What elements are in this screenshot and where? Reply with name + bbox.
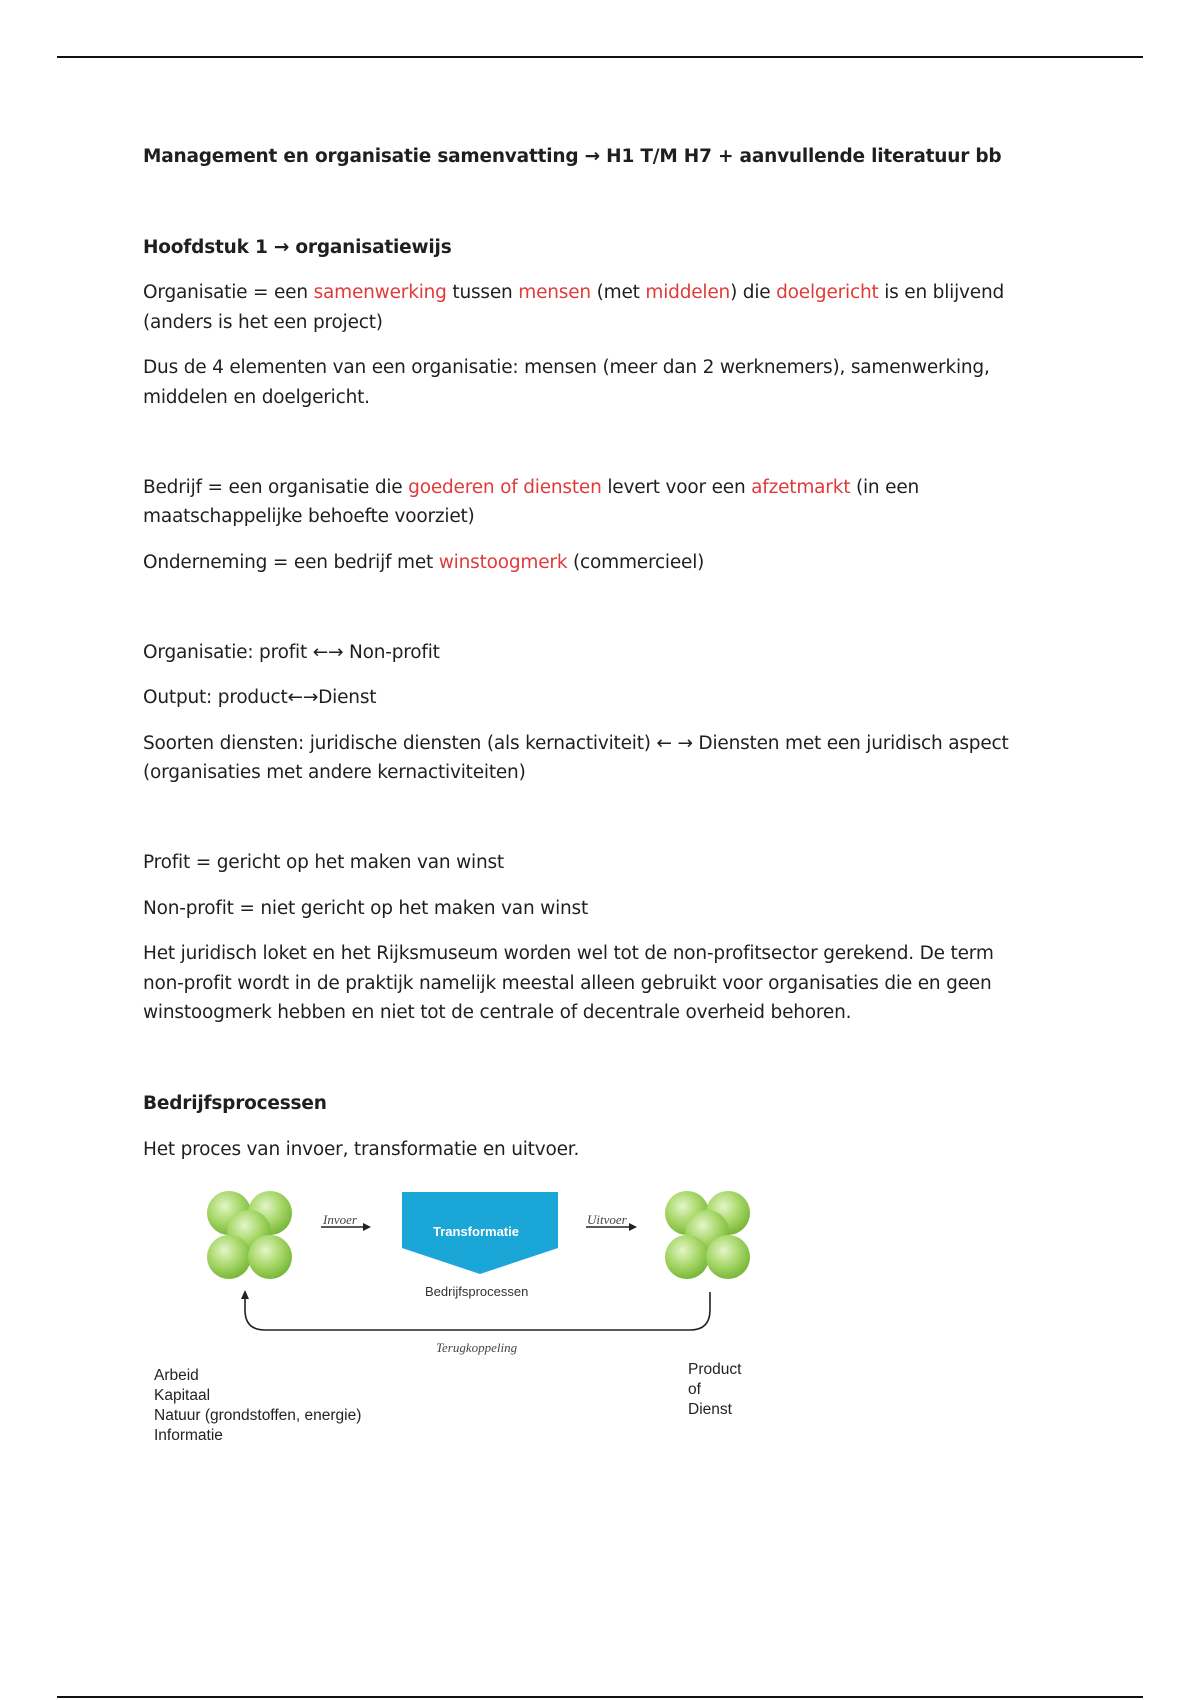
highlight-term: doelgericht bbox=[776, 282, 879, 303]
process-diagram bbox=[143, 1180, 763, 1460]
nonprofit-definition: Non-profit = niet gericht op het maken van winst bbox=[143, 898, 589, 919]
bottom-rule bbox=[57, 1696, 1143, 1698]
loket-paragraph-line1: Het juridisch loket en het Rijksmuseum worden wel tot de non-profitsector gerekend. De term bbox=[143, 943, 994, 964]
output-item: of bbox=[688, 1381, 701, 1398]
elements-paragraph-line2: middelen en doelgericht. bbox=[143, 387, 370, 408]
input-item: Arbeid bbox=[154, 1367, 199, 1384]
organisation-definition-cont: (anders is het een project) bbox=[143, 312, 383, 333]
input-item: Natuur (grondstoffen, energie) bbox=[154, 1407, 362, 1424]
input-list bbox=[154, 1366, 361, 1446]
highlight-term: samenwerking bbox=[313, 282, 447, 303]
document-title: Management en organisatie samenvatting → H1 T/M H7 + aanvullende literatuur bb bbox=[143, 146, 1002, 167]
organisation-definition: Organisatie = een samenwerking tussen mensen (met middelen) die doelgericht is en blijvend bbox=[143, 282, 1005, 303]
highlight-term: middelen bbox=[645, 282, 731, 303]
bedrijf-definition-cont: maatschappelijke behoefte voorziet) bbox=[143, 506, 475, 527]
input-spheres-icon bbox=[207, 1191, 292, 1279]
top-rule bbox=[57, 56, 1143, 58]
highlight-term: afzetmarkt bbox=[751, 477, 851, 498]
diensten-line2: (organisaties met andere kernactiviteiten) bbox=[143, 762, 526, 783]
diensten-line1: Soorten diensten: juridische diensten (als kernactiviteit) ← → Diensten met een juridisch aspect bbox=[143, 733, 1009, 754]
highlight-term: goederen of diensten bbox=[408, 477, 602, 498]
output-item: Dienst bbox=[688, 1401, 732, 1418]
uitvoer-label: Uitvoer bbox=[587, 1212, 627, 1227]
bedrijf-definition: Bedrijf = een organisatie die goederen of diensten levert voor een afzetmarkt (in een bbox=[143, 477, 920, 498]
transformatie-label: Transformatie bbox=[433, 1224, 519, 1239]
output-line: Output: product←→Dienst bbox=[143, 687, 377, 708]
highlight-term: winstoogmerk bbox=[438, 552, 568, 573]
profit-nonprofit-line: Organisatie: profit ←→ Non-profit bbox=[143, 642, 440, 663]
output-list bbox=[688, 1360, 741, 1420]
section-heading: Bedrijfsprocessen bbox=[143, 1093, 327, 1114]
loket-paragraph-line2: non-profit wordt in de praktijk namelijk meestal alleen gebruikt voor organisaties die en geen bbox=[143, 973, 992, 994]
onderneming-definition: Onderneming = een bedrijf met winstoogmerk (commercieel) bbox=[143, 552, 705, 573]
input-item: Kapitaal bbox=[154, 1387, 211, 1404]
profit-definition: Profit = gericht op het maken van winst bbox=[143, 852, 504, 873]
input-item: Informatie bbox=[154, 1427, 223, 1444]
loket-paragraph-line3: winstoogmerk hebben en niet tot de centrale of decentrale overheid behoren. bbox=[143, 1002, 852, 1023]
chapter-heading: Hoofdstuk 1 → organisatiewijs bbox=[143, 237, 452, 258]
elements-paragraph-line1: Dus de 4 elementen van een organisatie: mensen (meer dan 2 werknemers), samenwerking, bbox=[143, 357, 990, 378]
terugkoppeling-label: Terugkoppeling bbox=[436, 1340, 518, 1355]
bedrijfsprocessen-label: Bedrijfsprocessen bbox=[425, 1284, 529, 1299]
output-item: Product bbox=[688, 1361, 742, 1378]
output-spheres-icon bbox=[665, 1191, 750, 1279]
highlight-term: mensen bbox=[518, 282, 591, 303]
invoer-label: Invoer bbox=[323, 1212, 357, 1227]
processes-intro: Het proces van invoer, transformatie en uitvoer. bbox=[143, 1139, 580, 1160]
